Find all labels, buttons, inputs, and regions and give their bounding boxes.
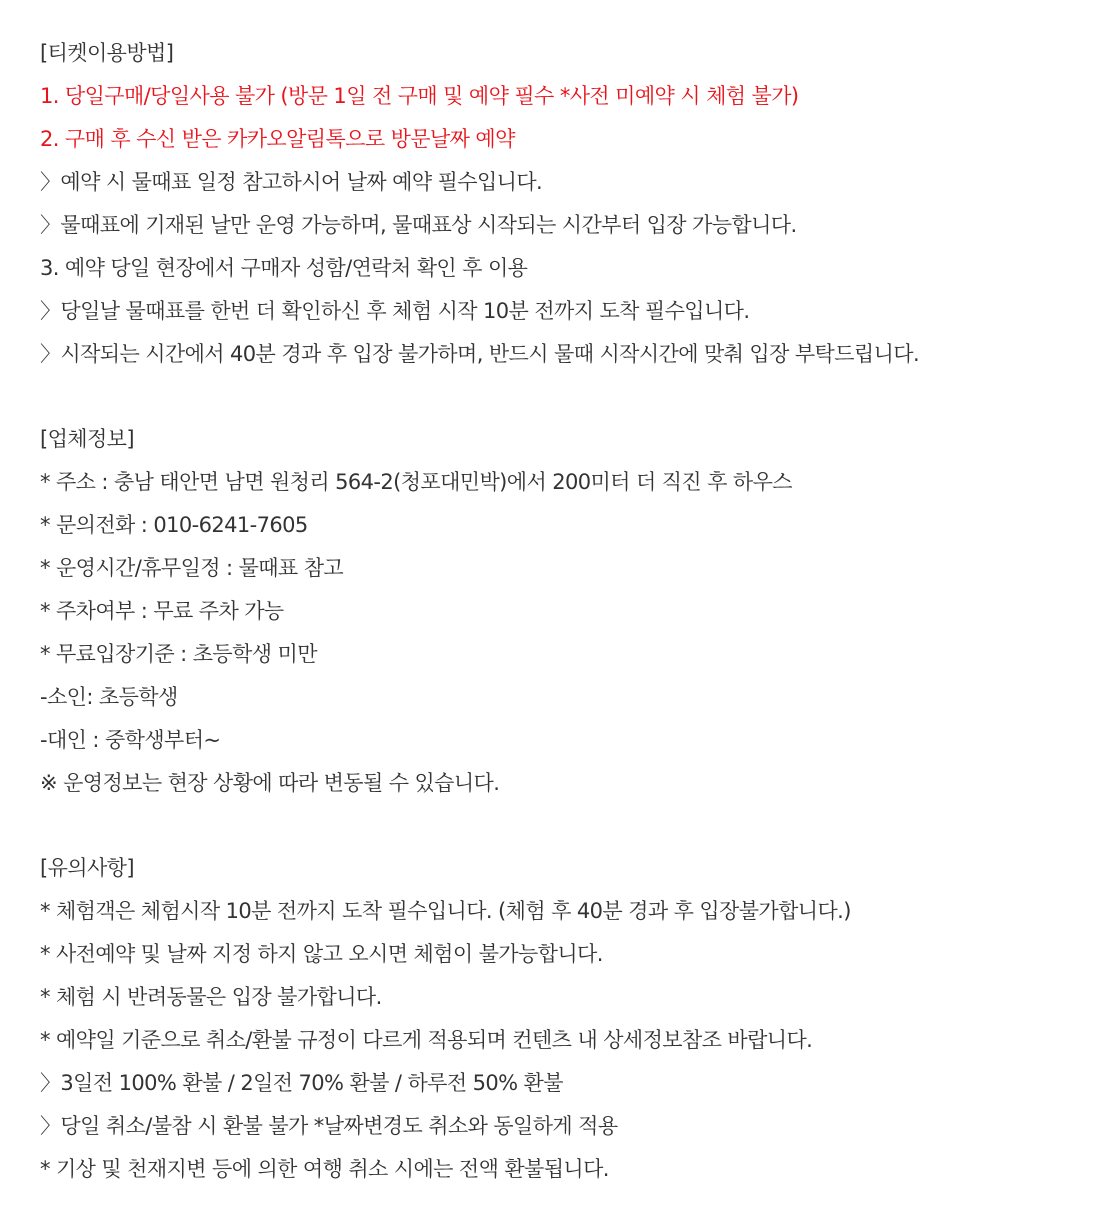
- refund-line: 〉3일전 100% 환불 / 2일전 70% 환불 / 하루전 50% 환불: [40, 1071, 563, 1095]
- hours-line: * 운영시간/휴무일정 : 물때표 참고: [40, 556, 344, 580]
- section-heading: [티켓이용방법]: [40, 41, 174, 65]
- precaution-line: * 체험 시 반려동물은 입장 불가합니다.: [40, 985, 382, 1009]
- adult-line: -대인 : 중학생부터~: [40, 728, 221, 752]
- section-spacer: [40, 380, 1105, 422]
- notice-line: ※ 운영정보는 현장 상황에 따라 변동될 수 있습니다.: [40, 771, 500, 795]
- notice-line: 1. 당일구매/당일사용 불가 (방문 1일 전 구매 및 예약 필수 *사전 미예약 시 체험 불가): [40, 84, 799, 108]
- info-line: 〉물때표에 기재된 날만 운영 가능하며, 물때표상 시작되는 시간부터 입장 가능합니다.: [40, 213, 797, 237]
- refund-line: 〉당일 취소/불참 시 환불 불가 *날짜변경도 취소와 동일하게 적용: [40, 1114, 618, 1138]
- section-heading: [업체정보]: [40, 427, 134, 451]
- phone-line: * 문의전화 : 010-6241-7605: [40, 513, 308, 537]
- section-ticket-usage: [40, 36, 1105, 380]
- address-line: * 주소 : 충남 태안면 남면 원청리 564-2(청포대민박)에서 200미터 더 직진 후 하우스: [40, 470, 792, 494]
- info-line: 3. 예약 당일 현장에서 구매자 성함/연락처 확인 후 이용: [40, 256, 528, 280]
- precaution-line: * 체험객은 체험시작 10분 전까지 도착 필수입니다. (체험 후 40분 경과 후 입장불가합니다.): [40, 899, 851, 923]
- section-company-info: [40, 422, 1105, 809]
- info-line: 〉예약 시 물때표 일정 참고하시어 날짜 예약 필수입니다.: [40, 170, 543, 194]
- section-heading: [유의사항]: [40, 856, 134, 880]
- child-line: -소인: 초등학생: [40, 685, 178, 709]
- precaution-line: * 기상 및 천재지변 등에 의한 여행 취소 시에는 전액 환불됩니다.: [40, 1157, 609, 1181]
- parking-line: * 주차여부 : 무료 주차 가능: [40, 599, 284, 623]
- precaution-line: * 예약일 기준으로 취소/환불 규정이 다르게 적용되며 컨텐츠 내 상세정보참조 바랍니다.: [40, 1028, 813, 1052]
- section-spacer: [40, 809, 1105, 851]
- notice-line: 2. 구매 후 수신 받은 카카오알림톡으로 방문날짜 예약: [40, 127, 515, 151]
- precaution-line: * 사전예약 및 날짜 지정 하지 않고 오시면 체험이 불가능합니다.: [40, 942, 603, 966]
- free-entry-line: * 무료입장기준 : 초등학생 미만: [40, 642, 317, 666]
- section-precautions: [40, 851, 1105, 1195]
- info-line: 〉시작되는 시간에서 40분 경과 후 입장 불가하며, 반드시 물때 시작시간에 맞춰 입장 부탁드립니다.: [40, 342, 920, 366]
- info-line: 〉당일날 물때표를 한번 더 확인하신 후 체험 시작 10분 전까지 도착 필수입니다.: [40, 299, 750, 323]
